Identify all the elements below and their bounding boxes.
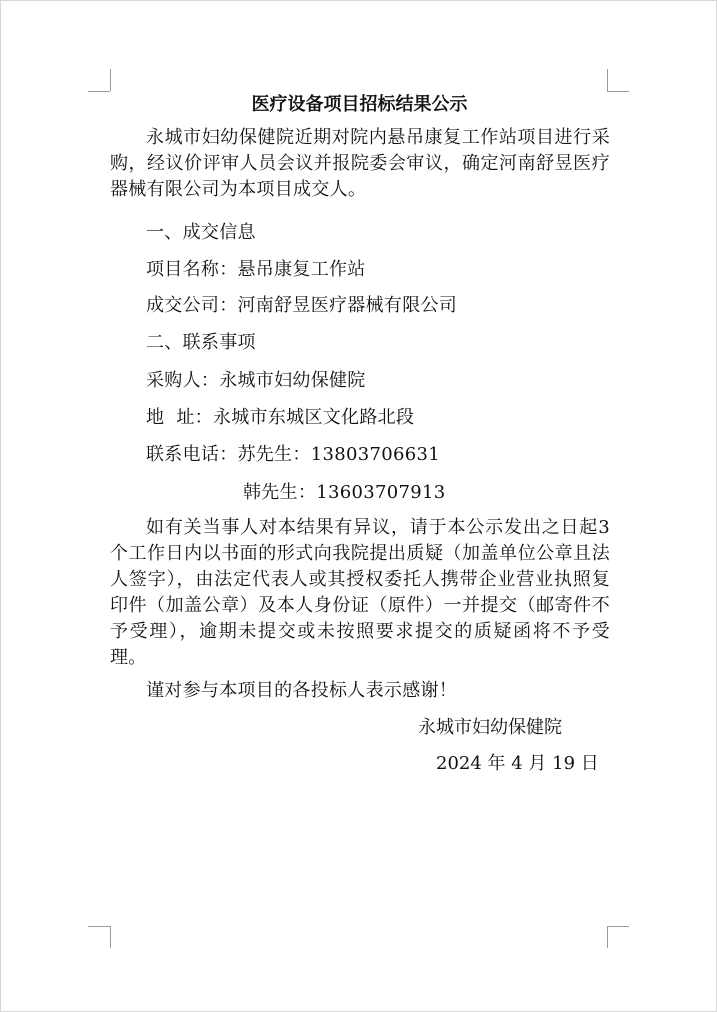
purchaser-line: 采购人：永城市妇幼保健院 [146, 370, 366, 391]
section-heading-deal-info: 一、成交信息 [146, 222, 256, 243]
section-heading-contact: 二、联系事项 [146, 332, 256, 353]
address-line: 地 址：永城市东城区文化路北段 [146, 407, 415, 428]
document-title: 医疗设备项目招标结果公示 [251, 94, 468, 115]
phone-line-2: 韩先生：13603707913 [243, 482, 446, 503]
winning-company-line: 成交公司：河南舒昱医疗器械有限公司 [146, 295, 458, 316]
objection-notice-paragraph: 如有关当事人对本结果有异议，请于本公示发出之日起3个工作日内以书面的形式向我院提出质疑（加盖单位公章且法人签字），由法定代表人或其授权委托人携带企业营业执照复印件（加盖公章）及本人身份证（原件）一并提交（邮寄件不予受理），逾期未提交或未按照要求提交的质疑函将不予受理。 [110, 517, 610, 668]
phone-line-1: 联系电话：苏先生：13803706631 [146, 444, 440, 465]
signature-organization: 永城市妇幼保健院 [418, 717, 562, 738]
project-name-line: 项目名称：悬吊康复工作站 [146, 259, 366, 280]
thanks-line: 谨对参与本项目的各投标人表示感谢！ [146, 680, 458, 701]
intro-paragraph: 永城市妇幼保健院近期对院内悬吊康复工作站项目进行采购，经议价评审人员会议并报院委会审议，确定河南舒昱医疗器械有限公司为本项目成交人。 [110, 127, 610, 200]
signature-date: 2024 年 4 月 19 日 [436, 753, 599, 774]
